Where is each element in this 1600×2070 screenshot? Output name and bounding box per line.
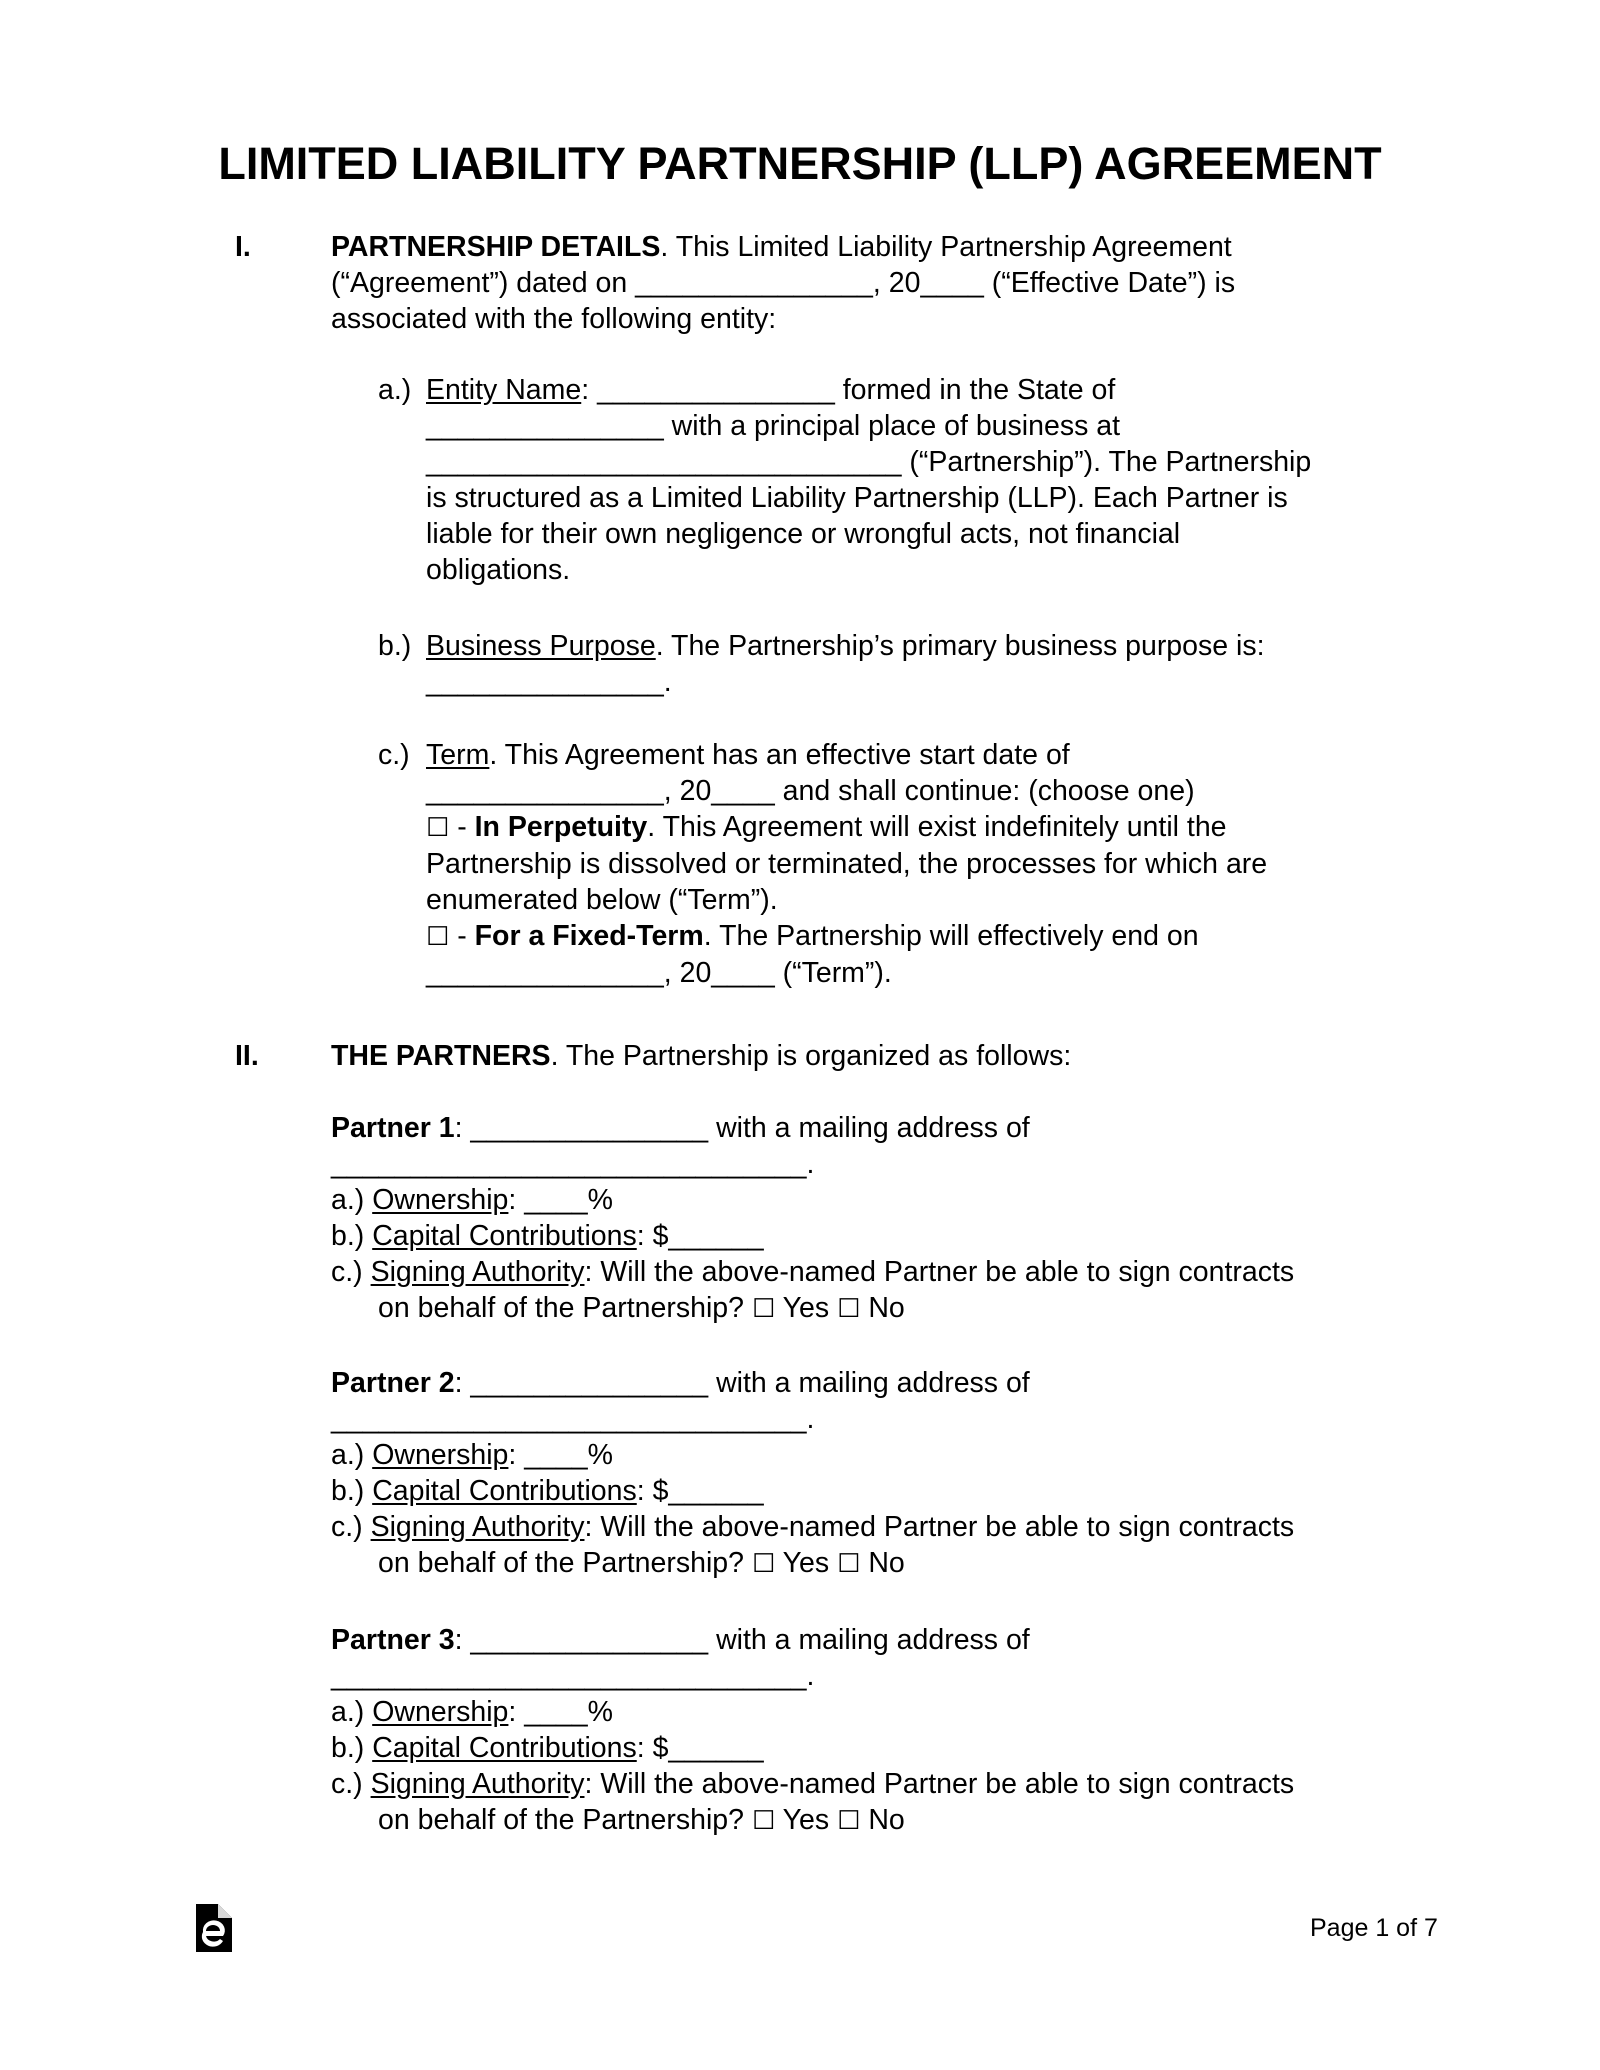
section-2-intro-text: . The Partnership is organized as follows:: [550, 1040, 1072, 1072]
partner-block: [331, 1622, 1481, 1839]
term-clause: [426, 737, 1526, 991]
clause-line: enumerated below (“Term”).: [426, 884, 778, 916]
partner-label: Partner 2: [331, 1367, 455, 1399]
clause-line: _______________, 20____ and shall continue: (choose one): [426, 775, 1195, 807]
section-1-intro: [331, 229, 1481, 337]
item-marker: a.): [331, 1184, 365, 1216]
partner-line: : _______________ with a mailing address of: [454, 1624, 1030, 1656]
term-label: Term: [426, 739, 490, 771]
capital-value: : $______: [636, 1475, 764, 1507]
signing-text: on behalf of the Partnership?: [378, 1292, 745, 1324]
clause-line: _______________, 20____ (“Term”).: [426, 957, 892, 989]
item-c-marker: c.): [378, 739, 410, 771]
clause-line: obligations.: [426, 554, 571, 586]
partner-line: : _______________ with a mailing address of: [454, 1112, 1030, 1144]
no-label: No: [868, 1547, 905, 1579]
ownership-value: : ____%: [508, 1696, 614, 1728]
entity-name-label: Entity Name: [426, 374, 582, 406]
yes-label: Yes: [782, 1804, 830, 1836]
clause-line: . The Partnership will effectively end on: [703, 920, 1199, 952]
item-marker: a.): [331, 1439, 365, 1471]
item-marker: b.): [331, 1732, 365, 1764]
term-option-perpetuity: [426, 809, 1526, 846]
item-marker: a.): [331, 1696, 365, 1728]
item-marker: b.): [331, 1475, 365, 1507]
yes-label: Yes: [782, 1547, 830, 1579]
clause-line: liable for their own negligence or wrongful acts, not financial: [426, 518, 1181, 550]
section-1-heading: PARTNERSHIP DETAILS: [331, 231, 661, 263]
no-label: No: [868, 1292, 905, 1324]
option-dash: -: [449, 811, 475, 843]
no-checkbox[interactable]: ☐: [837, 1294, 861, 1324]
clause-line: . The Partnership’s primary business purpose is:: [655, 630, 1265, 662]
no-checkbox[interactable]: ☐: [837, 1806, 861, 1836]
section-2-number: II.: [235, 1040, 259, 1072]
yes-checkbox[interactable]: ☐: [751, 1549, 776, 1579]
no-label: No: [868, 1804, 905, 1836]
capital-label: Capital Contributions: [372, 1475, 637, 1507]
clause-line: _______________ with a principal place of business at: [426, 410, 1121, 442]
clause-line: _______________.: [426, 666, 672, 698]
signing-label: Signing Authority: [370, 1768, 585, 1800]
signing-text: : Will the above-named Partner be able to sign contracts: [584, 1511, 1295, 1543]
eforms-logo-icon: [196, 1904, 232, 1952]
ownership-label: Ownership: [372, 1184, 509, 1216]
clause-line: . This Agreement will exist indefinitely until the: [647, 811, 1227, 843]
partner-line: ______________________________.: [331, 1148, 815, 1180]
section-1-intro-line: associated with the following entity:: [331, 303, 777, 335]
document-title: LIMITED LIABILITY PARTNERSHIP (LLP) AGREEMENT: [218, 138, 1382, 189]
section-2-intro: [331, 1038, 1481, 1074]
business-purpose-clause: [426, 628, 1526, 700]
section-1-intro-line: . This Limited Liability Partnership Agreement: [660, 231, 1232, 263]
section-2-heading: THE PARTNERS: [331, 1040, 551, 1072]
capital-label: Capital Contributions: [372, 1732, 637, 1764]
ownership-value: : ____%: [508, 1184, 614, 1216]
yes-checkbox[interactable]: ☐: [751, 1294, 776, 1324]
page-number: Page 1 of 7: [1310, 1914, 1438, 1942]
fixed-term-label: For a Fixed-Term: [474, 920, 704, 952]
item-marker: c.): [331, 1511, 363, 1543]
business-purpose-label: Business Purpose: [426, 630, 656, 662]
term-option-fixed: [426, 918, 1526, 955]
section-1-number: I.: [235, 231, 251, 263]
clause-line: is structured as a Limited Liability Partnership (LLP). Each Partner is: [426, 482, 1288, 514]
section-1-intro-line: (“Agreement”) dated on _______________, 20____ (“Effective Date”) is: [331, 267, 1236, 299]
signing-label: Signing Authority: [370, 1256, 585, 1288]
partner-line: ______________________________.: [331, 1403, 815, 1435]
ownership-value: : ____%: [508, 1439, 614, 1471]
ownership-label: Ownership: [372, 1696, 509, 1728]
no-checkbox[interactable]: ☐: [837, 1549, 861, 1579]
clause-line: Partnership is dissolved or terminated, the processes for which are: [426, 848, 1268, 880]
signing-label: Signing Authority: [370, 1511, 585, 1543]
clause-line: . This Agreement has an effective start date of: [489, 739, 1070, 771]
signing-text: : Will the above-named Partner be able to sign contracts: [584, 1256, 1295, 1288]
partner-line: ______________________________.: [331, 1660, 815, 1692]
ownership-label: Ownership: [372, 1439, 509, 1471]
item-b-marker: b.): [378, 630, 412, 662]
capital-value: : $______: [636, 1732, 764, 1764]
signing-text: on behalf of the Partnership?: [378, 1804, 745, 1836]
partner-label: Partner 3: [331, 1624, 455, 1656]
clause-line: ______________________________ (“Partnership”). The Partnership: [426, 446, 1312, 478]
option-dash: -: [449, 920, 475, 952]
item-marker: c.): [331, 1256, 363, 1288]
clause-line: : _______________ formed in the State of: [581, 374, 1116, 406]
item-a-marker: a.): [378, 374, 412, 406]
partner-label: Partner 1: [331, 1112, 455, 1144]
perpetuity-checkbox[interactable]: ☐: [426, 813, 450, 843]
item-marker: c.): [331, 1768, 363, 1800]
partner-block: [331, 1365, 1481, 1582]
perpetuity-label: In Perpetuity: [474, 811, 648, 843]
partner-line: : _______________ with a mailing address of: [454, 1367, 1030, 1399]
signing-text: : Will the above-named Partner be able to sign contracts: [584, 1768, 1295, 1800]
yes-label: Yes: [782, 1292, 830, 1324]
capital-value: : $______: [636, 1220, 764, 1252]
signing-text: on behalf of the Partnership?: [378, 1547, 745, 1579]
yes-checkbox[interactable]: ☐: [751, 1806, 776, 1836]
partner-block: [331, 1110, 1481, 1327]
item-marker: b.): [331, 1220, 365, 1252]
capital-label: Capital Contributions: [372, 1220, 637, 1252]
fixed-term-checkbox[interactable]: ☐: [426, 922, 450, 952]
entity-name-clause: [426, 372, 1526, 588]
